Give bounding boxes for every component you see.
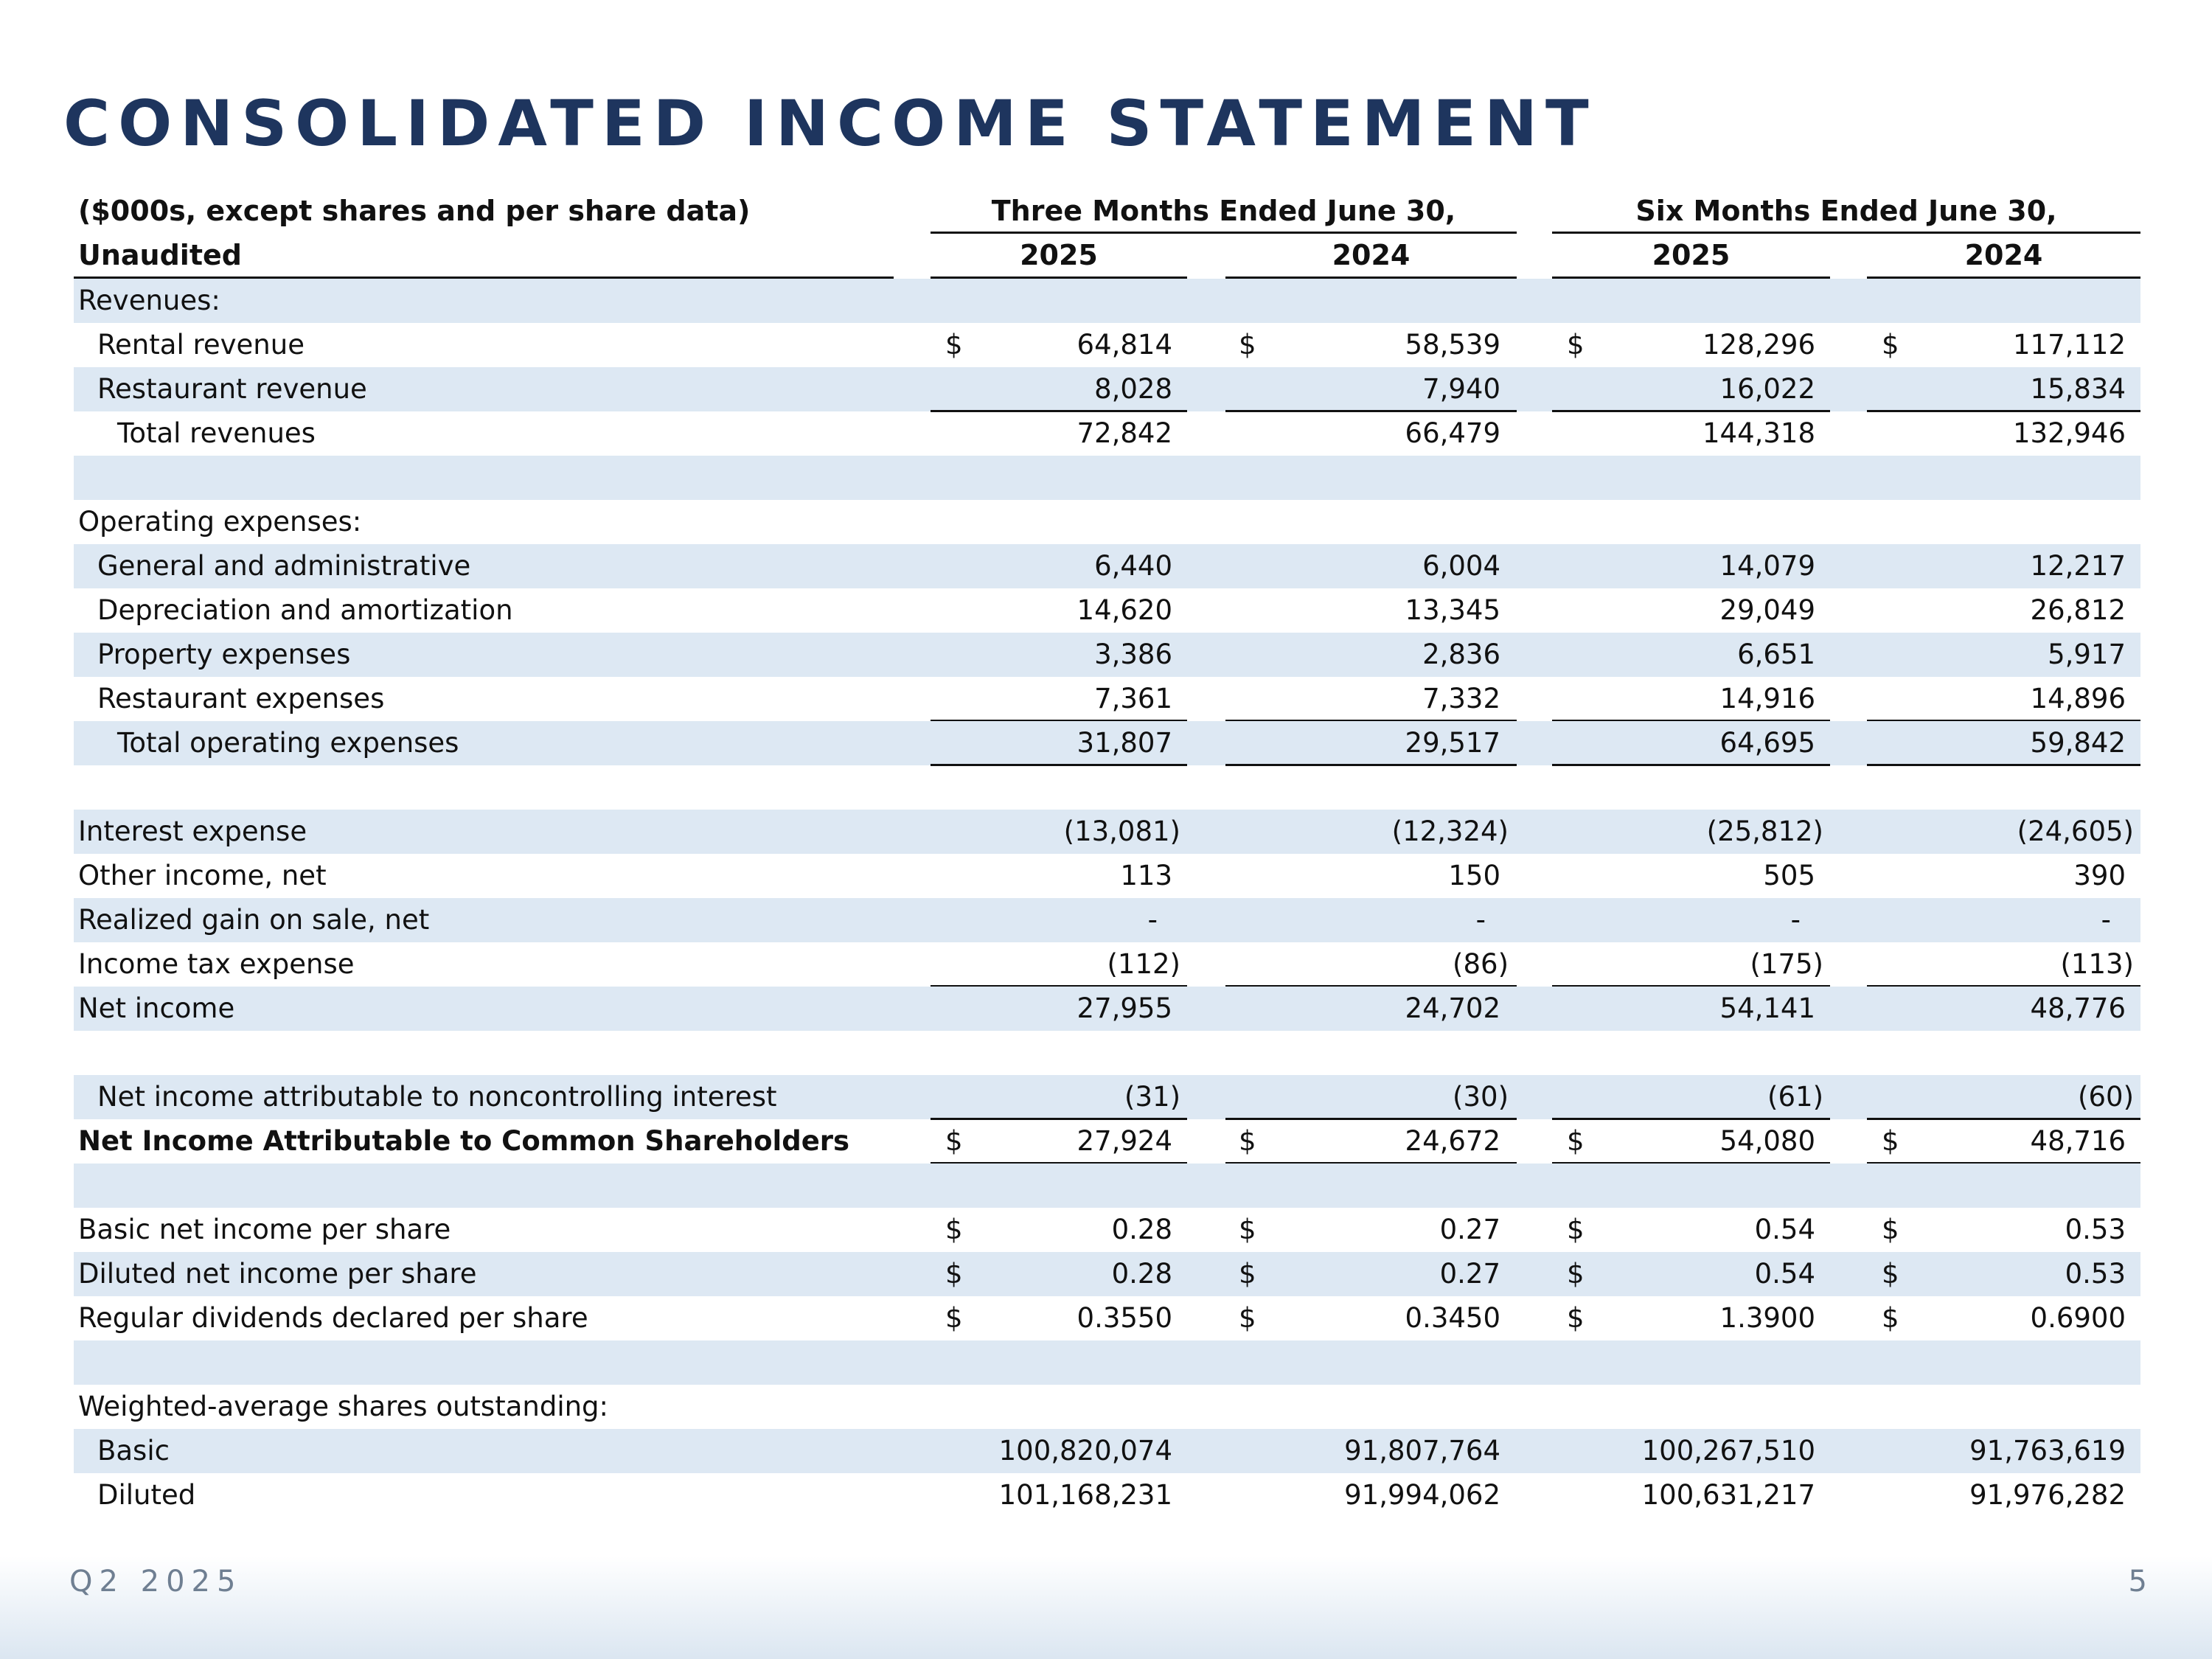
- row-label: Net income attributable to noncontrolling interest: [97, 1081, 777, 1113]
- row-label: Interest expense: [78, 815, 307, 847]
- table-row: [0, 279, 2212, 323]
- table-row: [0, 323, 2212, 367]
- footer-period: Q2 2025: [69, 1565, 243, 1599]
- row-label: Weighted-average shares outstanding:: [78, 1391, 609, 1422]
- table-row: [0, 456, 2212, 500]
- value-cell: 64,814: [1077, 329, 1172, 361]
- table-row: [0, 942, 2212, 987]
- units-note: ($000s, except shares and per share data): [78, 195, 751, 227]
- table-row: [0, 1031, 2212, 1075]
- value-cell: (60): [2078, 1081, 2134, 1113]
- value-cell: 7,361: [1094, 683, 1172, 714]
- value-cell: 0.27: [1439, 1214, 1500, 1245]
- dollar-sign: $: [1567, 1302, 1585, 1334]
- value-cell: (30): [1453, 1081, 1509, 1113]
- value-cell: 390: [2073, 860, 2126, 891]
- row-label: Diluted net income per share: [78, 1258, 477, 1290]
- value-cell: 101,168,231: [998, 1479, 1172, 1511]
- value-cell: (13,081): [1063, 815, 1180, 847]
- value-cell: 14,620: [1077, 594, 1172, 626]
- value-cell: 150: [1448, 860, 1500, 891]
- value-cell: 27,955: [1077, 992, 1172, 1024]
- year-header-q-2025: 2025: [1020, 239, 1098, 271]
- value-cell: 132,946: [2012, 417, 2126, 449]
- value-cell: -: [1790, 904, 1801, 936]
- value-cell: 8,028: [1094, 373, 1172, 405]
- dollar-sign: $: [1882, 1125, 1899, 1157]
- table-row: [0, 1252, 2212, 1296]
- value-cell: 12,217: [2030, 550, 2126, 582]
- dollar-sign: $: [1567, 329, 1585, 361]
- row-label: Basic: [97, 1435, 170, 1467]
- value-cell: 0.53: [2065, 1258, 2126, 1290]
- table-row: [0, 677, 2212, 721]
- dollar-sign: $: [1567, 1214, 1585, 1245]
- value-cell: (113): [2060, 948, 2134, 980]
- dollar-sign: $: [1882, 329, 1899, 361]
- value-cell: (12,324): [1391, 815, 1509, 847]
- dollar-sign: $: [1239, 1302, 1256, 1334]
- value-cell: 16,022: [1719, 373, 1815, 405]
- table-row: [0, 367, 2212, 411]
- value-cell: 7,332: [1422, 683, 1500, 714]
- row-label: General and administrative: [97, 550, 471, 582]
- value-cell: 0.28: [1111, 1214, 1172, 1245]
- row-label: Property expenses: [97, 639, 351, 670]
- value-cell: 100,631,217: [1641, 1479, 1815, 1511]
- value-cell: 0.54: [1754, 1214, 1815, 1245]
- table-row: [0, 1429, 2212, 1473]
- value-cell: 0.6900: [2030, 1302, 2126, 1334]
- value-cell: 58,539: [1405, 329, 1500, 361]
- value-cell: 48,716: [2030, 1125, 2126, 1157]
- row-label: Regular dividends declared per share: [78, 1302, 588, 1334]
- year-header-ytd-2025: 2025: [1652, 239, 1731, 271]
- value-cell: 59,842: [2030, 727, 2126, 759]
- dollar-sign: $: [1567, 1258, 1585, 1290]
- dollar-sign: $: [945, 329, 963, 361]
- value-cell: 91,807,764: [1344, 1435, 1500, 1467]
- table-row: [0, 854, 2212, 898]
- table-row: [0, 500, 2212, 544]
- value-cell: 0.28: [1111, 1258, 1172, 1290]
- value-cell: 128,296: [1702, 329, 1815, 361]
- value-cell: 6,004: [1422, 550, 1500, 582]
- row-label: Net Income Attributable to Common Shareholders: [78, 1125, 850, 1157]
- value-cell: 91,763,619: [1969, 1435, 2126, 1467]
- table-row: [0, 1340, 2212, 1385]
- value-cell: 14,079: [1719, 550, 1815, 582]
- value-cell: 15,834: [2030, 373, 2126, 405]
- dollar-sign: $: [1239, 1214, 1256, 1245]
- value-cell: 0.27: [1439, 1258, 1500, 1290]
- value-cell: 27,924: [1077, 1125, 1172, 1157]
- row-label: Depreciation and amortization: [97, 594, 513, 626]
- table-row: [0, 1296, 2212, 1340]
- value-cell: 48,776: [2030, 992, 2126, 1024]
- value-cell: -: [2101, 904, 2111, 936]
- year-header-q-2024: 2024: [1332, 239, 1411, 271]
- table-row: [0, 810, 2212, 854]
- value-cell: 14,916: [1719, 683, 1815, 714]
- value-cell: (25,812): [1706, 815, 1823, 847]
- value-cell: 5,917: [2048, 639, 2126, 670]
- row-label: Income tax expense: [78, 948, 355, 980]
- value-cell: 66,479: [1405, 417, 1500, 449]
- table-row: [0, 588, 2212, 633]
- row-label: Rental revenue: [97, 329, 305, 361]
- value-cell: (86): [1453, 948, 1509, 980]
- value-cell: (175): [1750, 948, 1823, 980]
- row-label: Restaurant expenses: [97, 683, 385, 714]
- value-cell: 14,896: [2030, 683, 2126, 714]
- table-row: [0, 898, 2212, 942]
- table-row: [0, 1119, 2212, 1164]
- dollar-sign: $: [1239, 1258, 1256, 1290]
- value-cell: 6,440: [1094, 550, 1172, 582]
- row-label: Revenues:: [78, 285, 220, 316]
- table-row: [0, 721, 2212, 765]
- value-cell: -: [1147, 904, 1158, 936]
- value-cell: 31,807: [1077, 727, 1172, 759]
- value-cell: 29,517: [1405, 727, 1500, 759]
- six-months-header: Six Months Ended June 30,: [1635, 195, 2057, 227]
- dollar-sign: $: [1882, 1258, 1899, 1290]
- unaudited-label: Unaudited: [78, 239, 242, 271]
- table-row: [0, 411, 2212, 456]
- value-cell: 2,836: [1422, 639, 1500, 670]
- value-cell: 0.53: [2065, 1214, 2126, 1245]
- table-row: [0, 1473, 2212, 1517]
- value-cell: 100,820,074: [998, 1435, 1172, 1467]
- page-number: 5: [2128, 1565, 2147, 1599]
- dollar-sign: $: [1239, 329, 1256, 361]
- row-label: Basic net income per share: [78, 1214, 451, 1245]
- year-header-ytd-2024: 2024: [1964, 239, 2043, 271]
- table-row: [0, 765, 2212, 810]
- value-cell: 54,141: [1719, 992, 1815, 1024]
- value-cell: 24,702: [1405, 992, 1500, 1024]
- dollar-sign: $: [1239, 1125, 1256, 1157]
- value-cell: 113: [1120, 860, 1172, 891]
- footer-band: [0, 1556, 2212, 1659]
- dollar-sign: $: [945, 1125, 963, 1157]
- row-label: Other income, net: [78, 860, 327, 891]
- row-label: Net income: [78, 992, 235, 1024]
- value-cell: 0.54: [1754, 1258, 1815, 1290]
- value-cell: 505: [1763, 860, 1815, 891]
- value-cell: 7,940: [1422, 373, 1500, 405]
- three-months-header: Three Months Ended June 30,: [991, 195, 1456, 227]
- dollar-sign: $: [945, 1214, 963, 1245]
- value-cell: 24,672: [1405, 1125, 1500, 1157]
- header-rule-six-months: [1552, 232, 2140, 234]
- row-label: Diluted: [97, 1479, 196, 1511]
- table-row: [0, 1164, 2212, 1208]
- table-row: [0, 987, 2212, 1031]
- table-row: [0, 544, 2212, 588]
- value-cell: -: [1475, 904, 1486, 936]
- value-cell: 13,345: [1405, 594, 1500, 626]
- table-row: [0, 1385, 2212, 1429]
- table-row: [0, 633, 2212, 677]
- row-label: Operating expenses:: [78, 506, 362, 538]
- dollar-sign: $: [1882, 1302, 1899, 1334]
- value-cell: 0.3550: [1077, 1302, 1172, 1334]
- value-cell: 91,994,062: [1344, 1479, 1500, 1511]
- value-cell: (61): [1767, 1081, 1823, 1113]
- value-cell: 3,386: [1094, 639, 1172, 670]
- header-rule-three-months: [931, 232, 1517, 234]
- value-cell: (24,605): [2017, 815, 2134, 847]
- page-title: CONSOLIDATED INCOME STATEMENT: [63, 87, 1597, 161]
- dollar-sign: $: [1567, 1125, 1585, 1157]
- table-row: [0, 1208, 2212, 1252]
- value-cell: 91,976,282: [1969, 1479, 2126, 1511]
- row-label: Total revenues: [117, 417, 316, 449]
- row-label: Total operating expenses: [117, 727, 459, 759]
- table-row: [0, 1075, 2212, 1119]
- dollar-sign: $: [945, 1302, 963, 1334]
- value-cell: (112): [1107, 948, 1180, 980]
- value-cell: 0.3450: [1405, 1302, 1500, 1334]
- value-cell: 144,318: [1702, 417, 1815, 449]
- row-label: Restaurant revenue: [97, 373, 367, 405]
- value-cell: 72,842: [1077, 417, 1172, 449]
- value-cell: 54,080: [1719, 1125, 1815, 1157]
- value-cell: 29,049: [1719, 594, 1815, 626]
- value-cell: 117,112: [2012, 329, 2126, 361]
- value-cell: 64,695: [1719, 727, 1815, 759]
- value-cell: 100,267,510: [1641, 1435, 1815, 1467]
- value-cell: (31): [1124, 1081, 1180, 1113]
- dollar-sign: $: [1882, 1214, 1899, 1245]
- value-cell: 1.3900: [1719, 1302, 1815, 1334]
- row-label: Realized gain on sale, net: [78, 904, 430, 936]
- dollar-sign: $: [945, 1258, 963, 1290]
- value-cell: 6,651: [1737, 639, 1815, 670]
- value-cell: 26,812: [2030, 594, 2126, 626]
